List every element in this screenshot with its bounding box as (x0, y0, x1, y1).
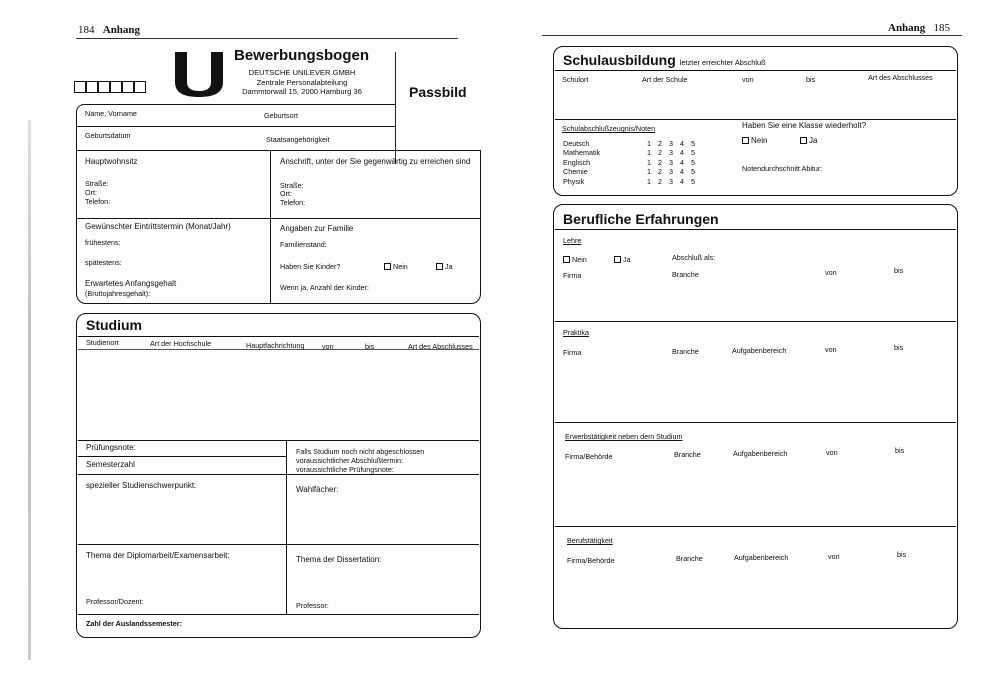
praktika-branch-col: Branche (672, 347, 699, 356)
marital-field[interactable]: Familienstand: (280, 240, 327, 249)
lehre-no-option[interactable] (563, 256, 587, 263)
subject-item: Mathematik (563, 148, 601, 158)
beruf-title: Berufliche Erfahrungen (563, 211, 719, 227)
company-address-block (234, 68, 370, 97)
studium-col-major: Hauptfachrichtung (246, 341, 305, 350)
side-job-label: Erwerbstätigkeit neben dem Studium (565, 432, 683, 441)
subject-item: Physik (563, 176, 585, 186)
grade-scale-row[interactable]: 1 2 3 4 5 (647, 176, 695, 186)
schule-col-from: von (742, 75, 754, 84)
latest-field[interactable]: spätestens: (85, 258, 122, 267)
salary-label: Erwartetes Anfangsgehalt (85, 279, 177, 288)
personal-details-hdivider (76, 218, 481, 219)
studium-focus-rule (78, 474, 479, 475)
repeat-yes-label: Ja (809, 136, 818, 145)
subject-item: Deutsch (563, 139, 590, 148)
lehre-yes-label: Ja (623, 255, 631, 264)
schule-subtitle: letzter erreichter Abschluß (679, 58, 766, 67)
employment-firm-col: Firma/Behörde (567, 556, 615, 565)
studium-box (76, 313, 481, 638)
family-label: Angaben zur Familie (280, 224, 354, 233)
children-no-option[interactable] (384, 263, 408, 270)
company-name: DEUTSCHE UNILEVER GMBH (248, 68, 356, 77)
grade-scale-row[interactable]: 1 2 3 4 5 (647, 157, 695, 167)
employment-from-col: von (828, 552, 840, 561)
electives-field[interactable]: Wahlfächer: (296, 485, 339, 494)
checkbox-icon (614, 256, 621, 263)
subject-list (563, 139, 600, 186)
phone-field[interactable]: Telefon: (85, 197, 111, 206)
studium-col-place: Studienort (86, 338, 119, 347)
abitur-average-field[interactable]: Notendurchschnitt Abitur: (742, 164, 823, 173)
children-yes-option[interactable] (436, 263, 453, 270)
dissertation-topic-field[interactable]: Thema der Dissertation: (296, 555, 382, 564)
side-job-bottom-rule (555, 526, 956, 527)
praktika-label: Praktika (563, 328, 589, 337)
lehre-from-col: von (825, 268, 837, 277)
grade-scale-row[interactable]: 1 2 3 4 5 (647, 148, 695, 158)
employment-to-col: bis (897, 550, 907, 559)
repeat-question: Haben Sie eine Klasse wiederholt? (742, 121, 867, 130)
birthdate-field[interactable]: Geburtsdatum (85, 131, 131, 140)
repeat-yes-option[interactable] (800, 137, 817, 145)
praktika-from-col: von (825, 345, 837, 354)
lehre-firm-col: Firma (563, 271, 582, 280)
right-page-header (888, 22, 950, 34)
street2-field[interactable]: Straße: (280, 181, 304, 190)
street-field[interactable]: Straße: (85, 179, 109, 188)
employment-branch-col: Branche (676, 554, 703, 563)
schule-title (563, 53, 766, 67)
study-focus-field[interactable]: spezieller Studienschwerpunkt: (86, 481, 197, 490)
photo-label: Passbild (409, 84, 467, 100)
company-department: Zentrale Personalabteilung (256, 77, 348, 87)
schule-col-degree: Art des Abschlusses (868, 73, 933, 82)
studium-bottom-rule (78, 614, 479, 615)
unilever-u-logo (172, 50, 226, 98)
earliest-field[interactable]: frühestens: (85, 238, 121, 247)
checkbox-icon (800, 137, 807, 144)
lehre-branch-col: Branche (672, 270, 699, 279)
semesters-abroad-field[interactable]: Zahl der Auslandssemester: (86, 619, 182, 628)
not-finished-note: Falls Studium noch nicht abgeschlossen (296, 447, 425, 456)
children-yes-label: Ja (445, 262, 453, 271)
exam-grade-field[interactable]: Prüfungsnote: (86, 443, 136, 452)
subject-item: Englisch (563, 157, 591, 167)
repeat-no-label: Nein (751, 136, 768, 145)
studium-col-degree: Art des Abschlusses (408, 342, 473, 351)
grade-scale-row[interactable]: 1 2 3 4 5 (647, 167, 695, 177)
side-job-to-col: bis (895, 446, 905, 455)
birthplace-field[interactable]: Geburtsort (264, 111, 298, 120)
schule-grades-rule (555, 119, 956, 120)
schule-col-to: bis (806, 75, 816, 84)
right-page-number: 185 (933, 22, 951, 34)
checkbox-icon (436, 263, 443, 270)
right-running-title: Anhang (888, 22, 926, 34)
page-gutter-shadow (28, 120, 31, 660)
repeat-no-option[interactable] (742, 137, 767, 145)
city-field[interactable]: Ort: (85, 188, 97, 197)
exam-grade-rule (78, 456, 286, 457)
studium-col-school-type: Art der Hochschule (150, 339, 212, 348)
citizenship-field[interactable]: Staatsangehörigkeit (266, 135, 330, 144)
studium-col-from: von (322, 342, 334, 351)
praktika-to-col: bis (894, 343, 904, 352)
phone2-field[interactable]: Telefon: (280, 198, 306, 207)
side-job-from-col: von (826, 448, 838, 457)
schule-col-place: Schulort (562, 75, 589, 84)
left-page-header (78, 24, 140, 36)
subject-item: Chemie (563, 167, 588, 177)
children-question: Haben Sie Kinder? (280, 262, 341, 271)
right-header-rule (542, 35, 962, 36)
praktika-bottom-rule (555, 422, 956, 423)
schule-title-text: Schulausbildung (563, 52, 676, 68)
lehre-degree-field[interactable]: Abschluß als: (672, 253, 716, 262)
children-count-field[interactable]: Wenn ja, Anzahl der Kinder: (280, 283, 369, 292)
side-job-firm-col: Firma/Behörde (565, 452, 613, 461)
alt-address-label: Anschrift, unter der Sie gegenwärtig zu erreichen sind (280, 157, 471, 166)
children-no-label: Nein (393, 262, 408, 271)
side-job-branch-col: Branche (674, 450, 701, 459)
semesters-field[interactable]: Semesterzahl (86, 460, 135, 469)
beruf-title-rule (555, 229, 956, 230)
form-title: Bewerbungsbogen (234, 47, 370, 64)
studium-mid-rule (78, 440, 479, 441)
praktika-area-col: Aufgabenbereich (732, 346, 787, 355)
main-residence-label: Hauptwohnsitz (85, 157, 138, 166)
studium-vdivider (286, 440, 287, 614)
grade-scales (647, 139, 702, 186)
left-running-title: Anhang (102, 24, 141, 36)
schule-col-type: Art der Schule (642, 75, 688, 84)
expected-end-field[interactable]: voraussichtlicher Abschlußtermin: (296, 456, 404, 465)
side-job-area-col: Aufgabenbereich (733, 449, 788, 458)
grade-scale-row[interactable]: 1 2 3 4 5 (647, 139, 695, 148)
city2-field[interactable]: Ort: (280, 189, 292, 198)
name-field[interactable]: Name, Vorname (85, 109, 137, 118)
employment-label: Berufstätigkeit (567, 536, 613, 545)
lehre-to-col: bis (894, 266, 904, 275)
studium-title: Studium (86, 317, 142, 333)
professor-field[interactable]: Professor: (296, 601, 329, 610)
studium-thesis-rule (78, 544, 479, 545)
expected-grade-field[interactable]: voraussichtliche Prüfungsnote: (296, 465, 394, 474)
grades-title: Schulabschlußzeugnis/Noten (562, 124, 656, 133)
employment-area-col: Aufgabenbereich (734, 553, 789, 562)
checkbox-icon (384, 263, 391, 270)
salary-field[interactable]: (Bruttojahresgehalt): (85, 289, 151, 298)
schule-title-rule (555, 70, 956, 71)
praktika-firm-col: Firma (563, 348, 582, 357)
personal-details-vdivider (270, 150, 271, 304)
thesis-topic-field[interactable]: Thema der Diplomarbeit/Examensarbeit: (86, 551, 230, 560)
lehre-bottom-rule (555, 321, 956, 322)
advisor-field[interactable]: Professor/Dozent: (86, 597, 144, 606)
checkbox-icon (563, 256, 570, 263)
lehre-no-label: Nein (572, 255, 587, 264)
studium-title-rule (78, 336, 479, 337)
name-row-divider (76, 126, 396, 127)
left-header-rule (76, 38, 458, 39)
checkbox-icon (742, 137, 749, 144)
studium-col-to: bis (365, 342, 375, 351)
company-address: Dammtorwall 15, 2000 Hamburg 36 (242, 87, 362, 97)
lehre-label: Lehre (563, 236, 582, 245)
entry-date-label: Gewünschter Eintrittstermin (Monat/Jahr) (85, 222, 231, 231)
lehre-yes-option[interactable] (614, 256, 631, 263)
left-page-number: 184 (78, 24, 95, 36)
